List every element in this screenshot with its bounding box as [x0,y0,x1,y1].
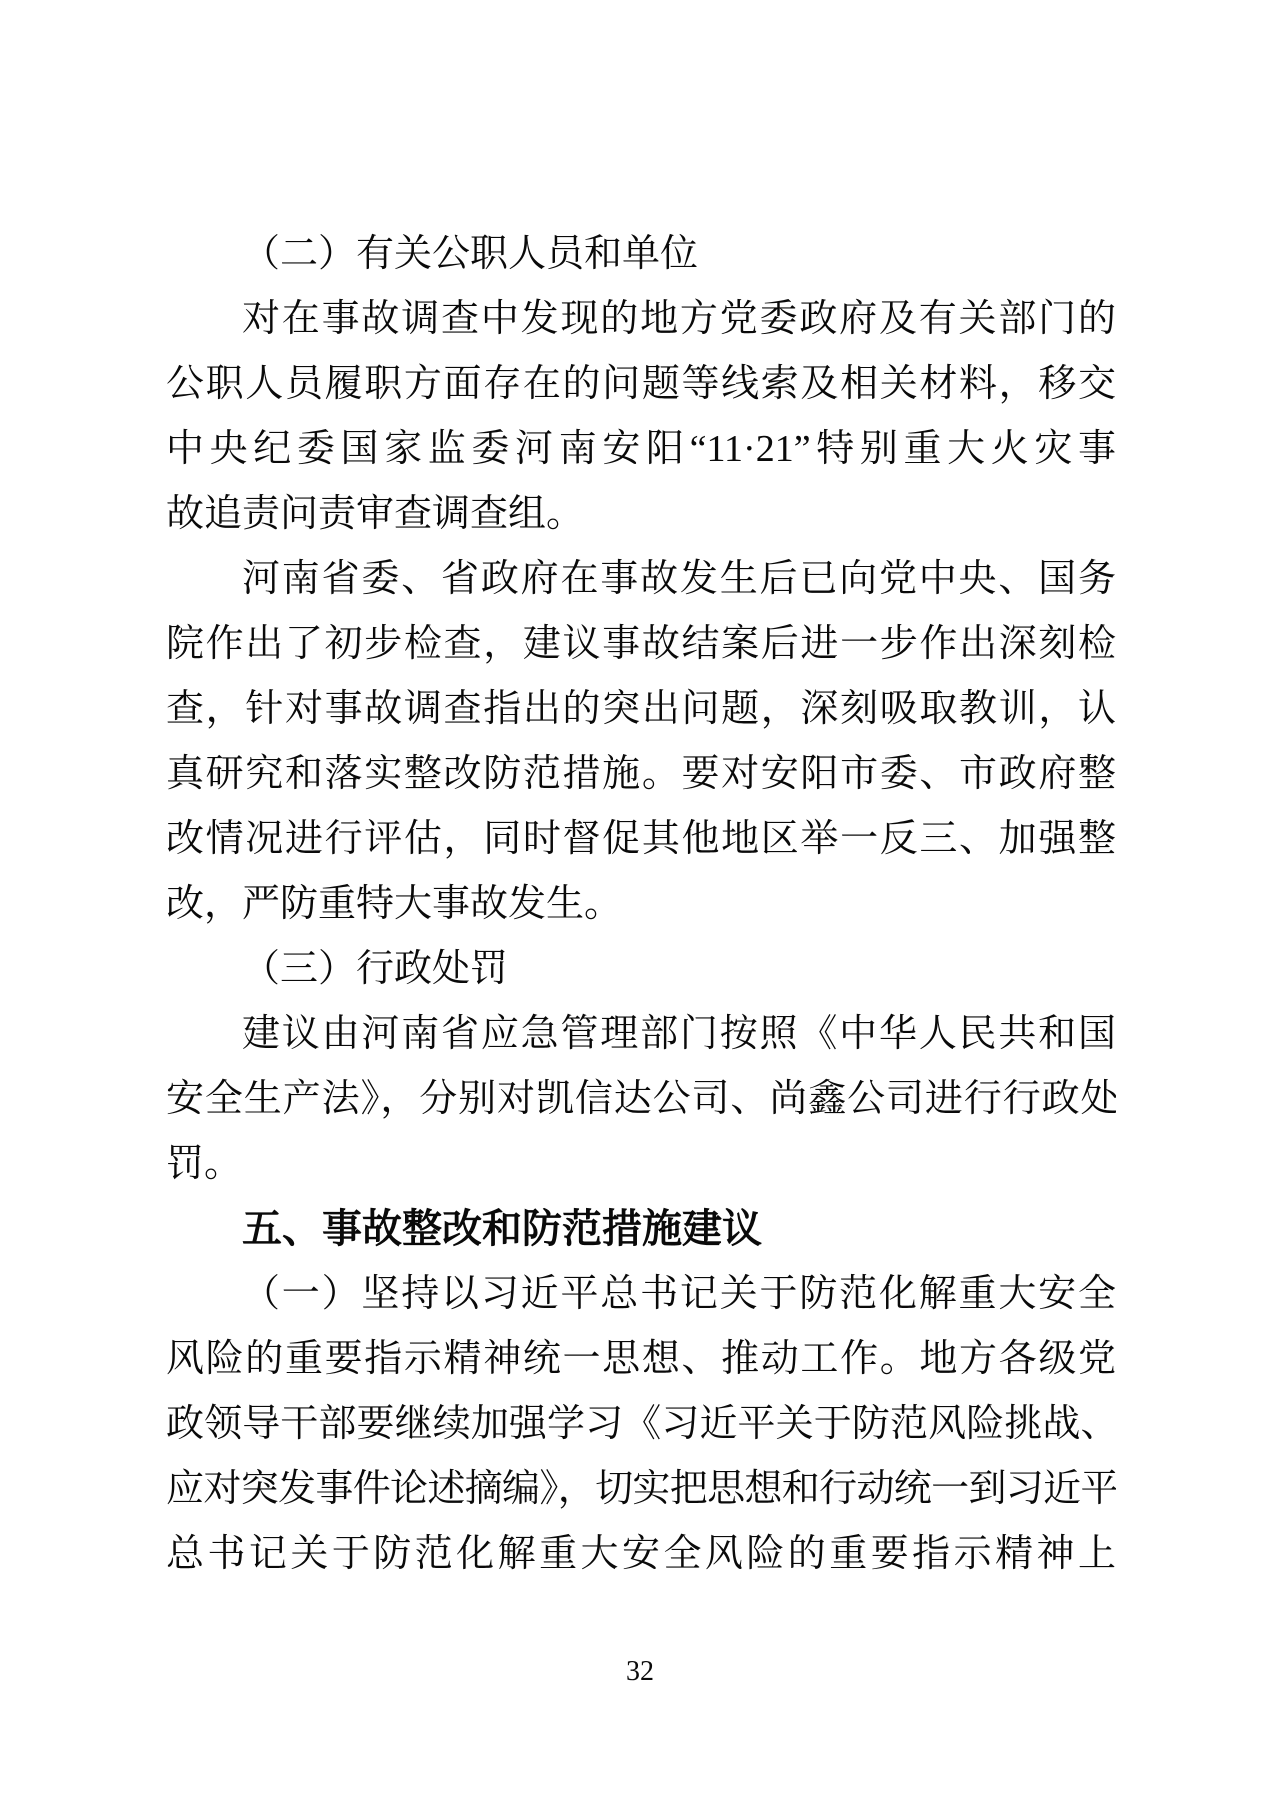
text-line: 查，针对事故调查指出的突出问题，深刻吸取教训，认 [166,688,1116,730]
text-line: 河南省委、省政府在事故发生后已向党中央、国务 [242,558,1116,600]
text-line: 故追责问责审查调查组。 [166,493,585,535]
text-line: 安全生产法》，分别对凯信达公司、尚鑫公司进行行政处 [166,1078,1116,1120]
text-line: 改，严防重特大事故发生。 [166,883,623,925]
text-line: 改情况进行评估，同时督促其他地区举一反三、加强整 [166,818,1116,860]
text-line: 中央纪委国家监委河南安阳“11·21”特别重大火灾事 [166,428,1116,470]
text-line: 公职人员履职方面存在的问题等线索及相关材料，移交 [166,363,1116,405]
document-body [166,222,1116,1587]
text-line: 政领导干部要继续加强学习《习近平关于防范风险挑战、 [166,1403,1116,1445]
text-line: 罚。 [166,1143,243,1185]
section-heading-5: 五、事故整改和防范措施建议 [242,1207,762,1251]
text-line: 应对突发事件论述摘编》，切实把思想和行动统一到习近平 [166,1468,1116,1510]
section-heading-2: （二）有关公职人员和单位 [242,233,699,275]
text-line: 对在事故调查中发现的地方党委政府及有关部门的 [242,298,1116,340]
page-number: 32 [626,1656,654,1687]
text-line: 建议由河南省应急管理部门按照《中华人民共和国 [242,1013,1116,1055]
text-line: 总书记关于防范化解重大安全风险的重要指示精神上 [166,1533,1116,1575]
subsection-heading-1: （一）坚持以习近平总书记关于防范化解重大安全 [242,1273,1116,1315]
text-line: 真研究和落实整改防范措施。要对安阳市委、市政府整 [166,753,1116,795]
text-line: 院作出了初步检查，建议事故结案后进一步作出深刻检 [166,623,1116,665]
section-heading-3: （三）行政处罚 [242,948,509,990]
text-line: 风险的重要指示精神统一思想、推动工作。地方各级党 [166,1338,1116,1380]
